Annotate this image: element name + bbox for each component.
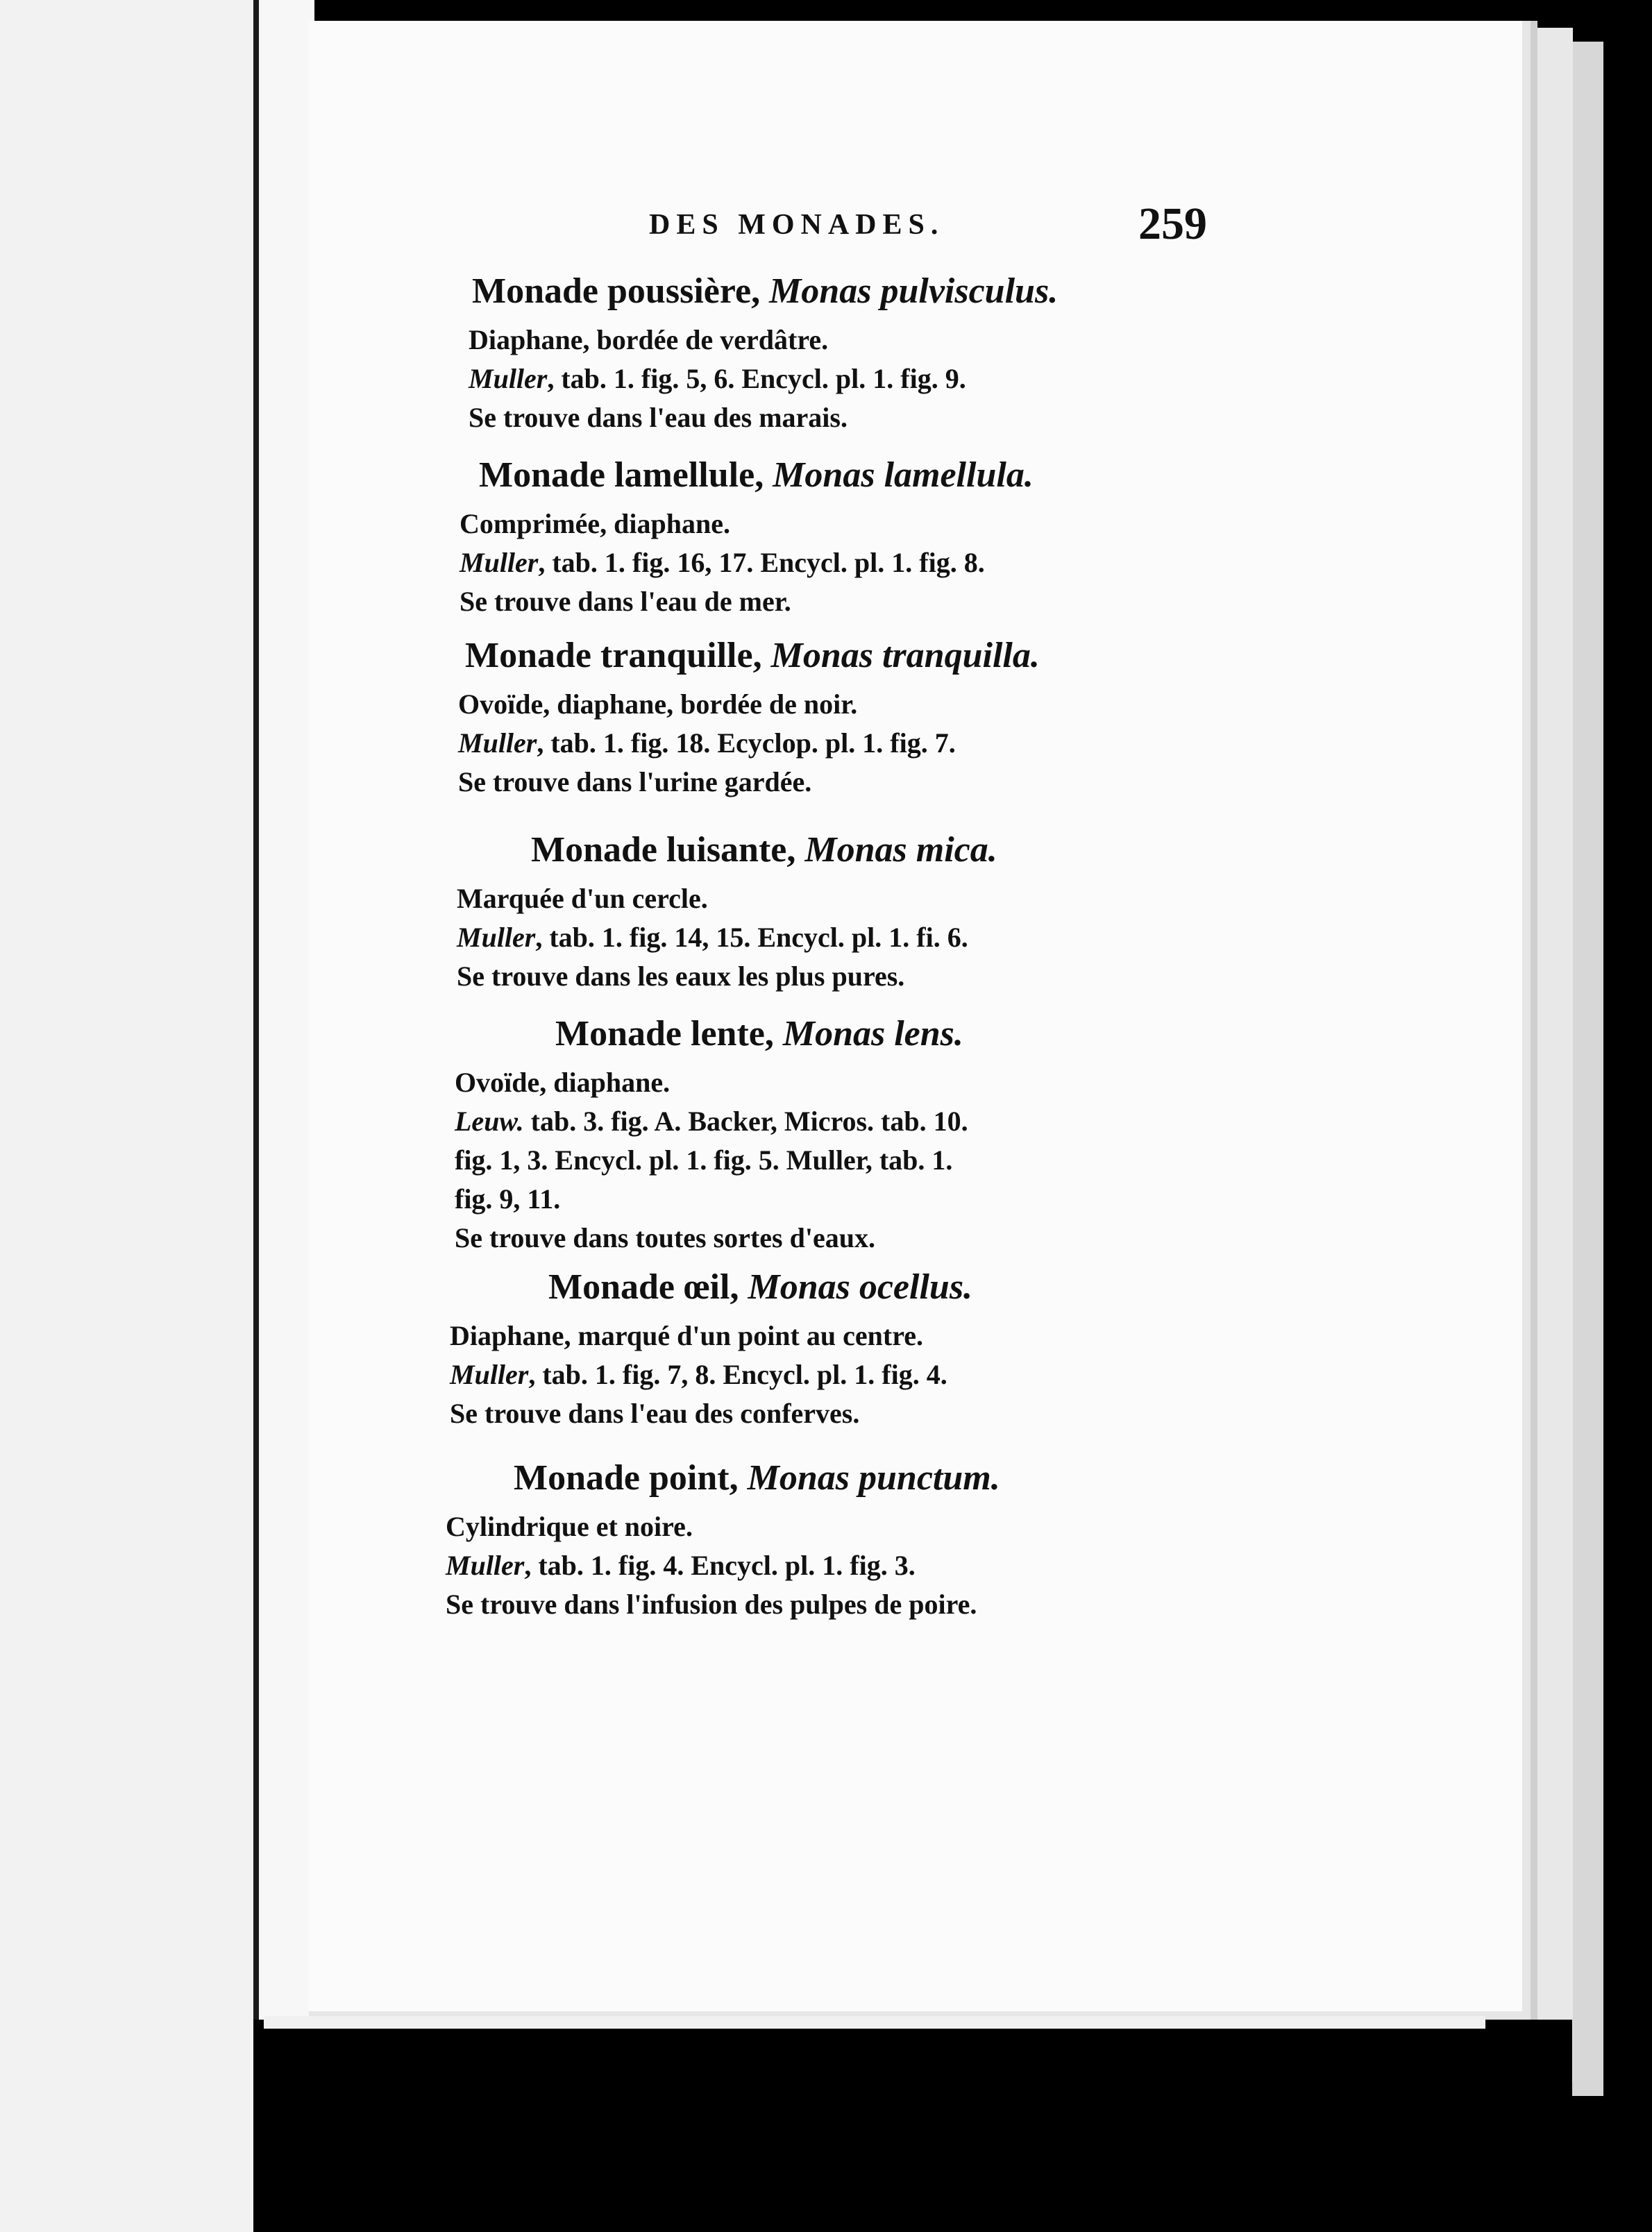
line-text: Se trouve dans les eaux les plus pures. [457,961,905,992]
entry-line [430,1355,1236,1394]
line-text: , tab. 1. fig. 7, 8. Encycl. pl. 1. fig. 4. [528,1359,947,1390]
entry-body [430,879,1236,996]
author-name: Muller [446,1550,525,1581]
entry-line [430,1585,1236,1624]
line-text: Diaphane, bordée de verdâtre. [469,324,829,355]
entry-body [430,321,1236,437]
entry-line [430,1317,1236,1355]
line-text: Diaphane, marqué d'un point au centre. [450,1320,923,1351]
line-text: Comprimée, diaphane. [460,508,730,539]
page-number: 259 [1138,198,1207,249]
common-name: Monade poussière [472,271,752,311]
entry-line [430,957,1236,996]
line-text: Se trouve dans l'eau des conferves. [450,1398,860,1429]
entry-line [430,724,1236,763]
line-text: Cylindrique et noire. [446,1511,693,1542]
entry-title: Monade œil, Monas ocellus. [548,1267,973,1307]
author-name: Muller [458,727,537,759]
entry-title: Monade lente, Monas lens. [555,1014,963,1054]
entry-line [430,918,1236,957]
line-text: Ovoïde, diaphane. [455,1067,671,1098]
common-name: Monade lente [555,1014,765,1054]
entry-line [430,543,1236,582]
entry-line [430,582,1236,621]
scan-border-right [1603,0,1652,2232]
latin-name: Monas lamellula. [773,455,1034,495]
entry-line [430,1180,1236,1219]
entry-body [430,1317,1236,1433]
author-name: Muller [450,1359,529,1390]
species-entry [430,1013,1236,1258]
entry-title: Monade point, Monas punctum. [514,1458,1000,1498]
latin-name: Monas mica. [804,830,997,870]
latin-name: Monas lens. [782,1014,963,1054]
latin-name: Monas punctum. [747,1458,1000,1498]
entry-title: Monade luisante, Monas mica. [531,830,997,870]
latin-name: Monas tranquilla. [770,636,1040,675]
entry-line [430,1102,1236,1141]
entry-body [430,505,1236,621]
author-name: Leuw. [455,1106,524,1137]
author-name: Muller [457,922,536,953]
species-entry [430,455,1236,621]
binding-gutter [253,0,314,2232]
common-name: Monade œil [548,1267,730,1307]
species-entry [430,829,1236,996]
line-text: Se trouve dans l'urine gardée. [458,766,812,797]
author-name: Muller [460,547,539,578]
common-name: Monade luisante [531,830,787,870]
entry-line [430,1141,1236,1180]
facing-page-edge [0,0,253,2232]
line-text: fig. 1, 3. Encycl. pl. 1. fig. 5. Muller, tab. 1. [455,1144,953,1176]
entry-line [430,360,1236,398]
line-text: , tab. 1. fig. 14, 15. Encycl. pl. 1. fi. 6. [535,922,968,953]
entry-body [430,1063,1236,1258]
line-text: fig. 9, 11. [455,1183,561,1215]
species-entry [430,1457,1236,1624]
entry-body [430,685,1236,802]
line-text: Marquée d'un cercle. [457,883,708,914]
species-entry [430,1267,1236,1433]
line-text: Ovoïde, diaphane, bordée de noir. [458,688,858,720]
entry-line [430,1063,1236,1102]
line-text: , tab. 1. fig. 18. Ecyclop. pl. 1. fig. 7. [537,727,956,759]
common-name: Monade lamellule [479,455,755,495]
entry-line [430,398,1236,437]
common-name: Monade tranquille [465,636,753,675]
entry-line [430,1394,1236,1433]
line-text: Se trouve dans l'infusion des pulpes de poire. [446,1589,977,1620]
entry-line [430,1219,1236,1258]
entry-line [430,321,1236,360]
entry-line [430,1507,1236,1546]
species-entry [430,635,1236,802]
line-text: , tab. 1. fig. 4. Encycl. pl. 1. fig. 3. [524,1550,916,1581]
line-text: Se trouve dans l'eau de mer. [460,586,791,617]
entry-title: Monade lamellule, Monas lamellula. [479,455,1034,495]
entry-line [430,505,1236,543]
latin-name: Monas ocellus. [748,1267,973,1307]
line-text: Se trouve dans l'eau des marais. [469,402,848,433]
entry-title: Monade poussière, Monas pulvisculus. [472,271,1059,311]
entry-line [430,763,1236,802]
page-bottom-edge [264,2016,1485,2029]
line-text: , tab. 1. fig. 5, 6. Encycl. pl. 1. fig. 9. [547,363,966,394]
line-text: Se trouve dans toutes sortes d'eaux. [455,1222,875,1253]
author-name: Muller [469,363,548,394]
common-name: Monade point [514,1458,730,1498]
entry-title: Monade tranquille, Monas tranquilla. [465,636,1040,675]
species-entry [430,271,1236,437]
entry-line [430,879,1236,918]
line-text: , tab. 1. fig. 16, 17. Encycl. pl. 1. fig. 8. [538,547,985,578]
scan-border-bottom [253,2020,1572,2232]
entry-line [430,1546,1236,1585]
entry-line [430,685,1236,724]
line-text: tab. 3. fig. A. Backer, Micros. tab. 10. [523,1106,968,1137]
latin-name: Monas pulvisculus. [769,271,1059,311]
running-head: DES MONADES. [649,209,945,241]
entry-body [430,1507,1236,1624]
